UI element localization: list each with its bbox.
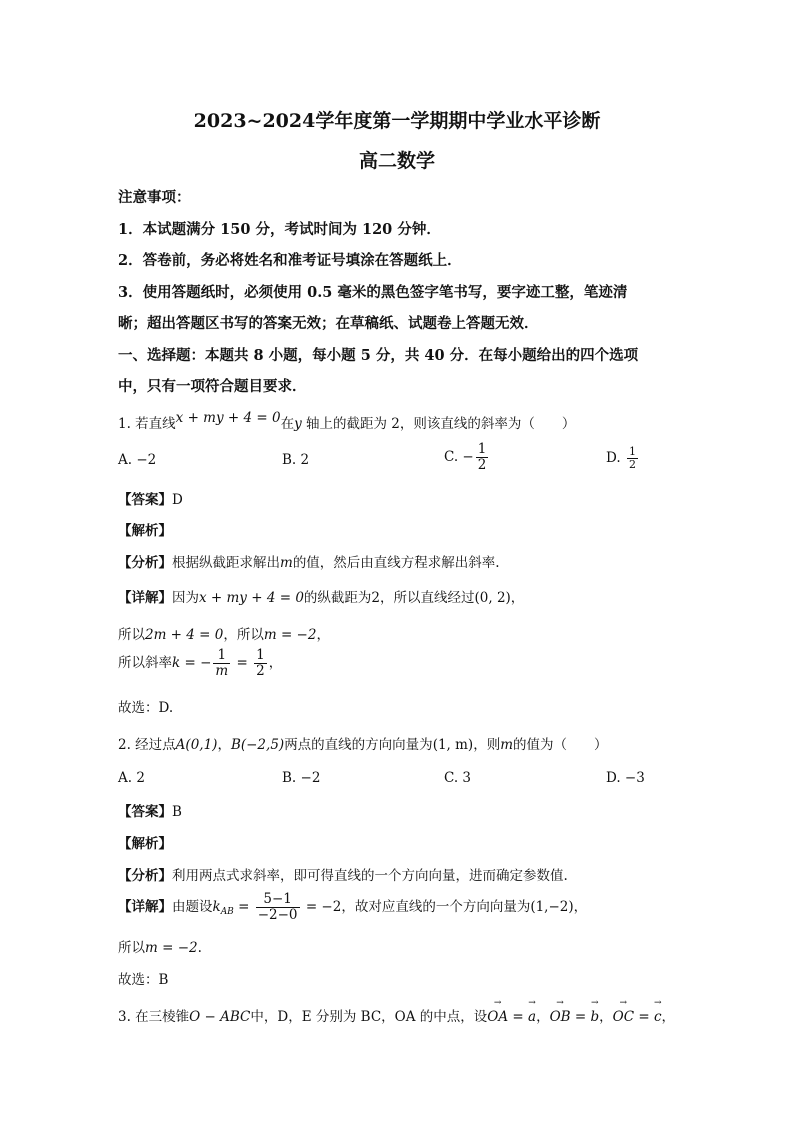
q1-fenxi-post: 的值，然后由直线方程求解出斜率. xyxy=(292,555,500,571)
q2-point-b: B(−2,5) xyxy=(230,737,285,753)
q3-solid: O − ABC xyxy=(189,1009,251,1025)
q1-d3-den2: 2 xyxy=(256,662,265,679)
q1-option-d-numerator: 1 xyxy=(628,445,636,458)
q3-eq2: = xyxy=(570,1009,591,1025)
q1-d3-num1: 1 xyxy=(213,648,230,664)
q2-detail-1 xyxy=(118,892,587,923)
q1-d3-equals: = xyxy=(232,654,253,671)
notice-heading: 注意事项： xyxy=(118,189,191,206)
exam-subtitle: 高二数学 xyxy=(358,150,435,172)
q1-d2-eq1: 2m + 4 = 0 xyxy=(145,627,224,643)
notice-item-3-cont: 晰；超出答题区书写的答案无效；在草稿纸、试题卷上答题无效． xyxy=(118,315,539,332)
answer-label: 【答案】 xyxy=(118,804,172,820)
q1-d3-num2: 1 xyxy=(256,647,265,663)
q2-d1-equals: = xyxy=(233,898,254,915)
q1-d2-mid: ，所以 xyxy=(223,627,264,643)
q1-d1-eq: x + my + 4 = 0 xyxy=(199,590,304,606)
q1-detail-2 xyxy=(118,623,330,643)
q1-option-c-label: C. − xyxy=(444,448,474,465)
q2-d1-result: = −2 xyxy=(301,898,342,915)
q2-sep: ， xyxy=(217,737,231,753)
q2-d1-end: ， xyxy=(573,898,588,915)
q1-conclusion: 故选：D. xyxy=(118,700,174,716)
q1-option-c-numerator: 1 xyxy=(477,441,487,457)
q3-vector-ob: → OB xyxy=(550,1009,571,1025)
q2-stem xyxy=(118,733,608,753)
q2-option-d: D. −3 xyxy=(606,770,645,786)
q1-option-c xyxy=(444,442,490,473)
notice-item-3: 3．使用答题纸时，必须使用 0.5 毫米的黑色签字笔书写，要字迹工整，笔迹清 xyxy=(118,284,628,301)
q3-eq1: = xyxy=(508,1009,528,1025)
section-heading-line1: 一、选择题：本题共 8 小题，每小题 5 分，共 40 分．在每小题给出的四个选项 xyxy=(118,347,639,364)
q1-d3-pre: 所以斜率 xyxy=(118,654,172,671)
q3-vector-oc: → OC xyxy=(613,1009,634,1025)
xiangjie-label: 【详解】 xyxy=(118,590,172,606)
q1-y-variable: y xyxy=(294,416,302,432)
q2-stem-end: 的值为（ ） xyxy=(513,737,608,753)
q3-vector-b: → b xyxy=(590,1009,599,1025)
q1-detail-3 xyxy=(118,648,282,679)
q1-stem-post: 轴上的截距为 2，则该直线的斜率为（ ） xyxy=(301,416,576,432)
q2-option-c: C. 3 xyxy=(444,770,472,786)
q3-vector-a: → a xyxy=(528,1009,536,1025)
q1-analysis-label: 【解析】 xyxy=(118,523,172,539)
q3-stem-end: ， xyxy=(661,1009,675,1025)
q2-fenxi xyxy=(118,864,568,884)
q2-option-b: B. −2 xyxy=(282,770,321,786)
q1-d1-point: (0, 2) xyxy=(474,590,511,606)
q2-d1-post: ，故对应直线的一个方向向量为 xyxy=(341,898,531,915)
q2-d1-numerator: 5−1 xyxy=(256,892,300,908)
q2-analysis-label: 【解析】 xyxy=(118,836,172,852)
q2-d1-sub: AB xyxy=(220,906,234,917)
q1-d3-den1: m xyxy=(215,662,229,679)
q1-line-equation: x + my + 4 = 0 xyxy=(175,410,281,426)
fenxi-label: 【分析】 xyxy=(118,555,172,571)
q3-vector-oa: → OA xyxy=(487,1009,508,1025)
section-heading-line2: 中，只有一项符合题目要求． xyxy=(118,378,307,395)
q1-option-a: A. −2 xyxy=(118,452,157,468)
q2-stem-pre: 2. 经过点 xyxy=(118,737,176,753)
q1-d2-eq2: m = −2 xyxy=(263,627,317,643)
q1-fenxi-var: m xyxy=(280,555,293,571)
q2-d2-eq: m = −2 xyxy=(145,940,198,956)
q1-fenxi-pre: 根据纵截距求解出 xyxy=(172,555,280,571)
q2-d1-vector: (1,−2) xyxy=(530,898,574,915)
fenxi-label: 【分析】 xyxy=(118,868,172,884)
q1-d2-pre: 所以 xyxy=(118,627,145,643)
q1-stem xyxy=(118,412,575,432)
exam-title: 2023~2024学年度第一学期期中学业水平诊断 xyxy=(193,110,601,132)
q1-option-b: B. 2 xyxy=(282,452,310,468)
q3-sep1: ， xyxy=(536,1009,550,1025)
q1-d1-mid: 的纵截距为 xyxy=(303,590,372,606)
q1-option-d-label: D. xyxy=(606,450,625,467)
q2-answer xyxy=(118,800,182,820)
q1-answer xyxy=(118,488,183,508)
notice-item-1: 1．本试题满分 150 分，考试时间为 120 分钟． xyxy=(118,221,441,238)
q2-conclusion: 故选：B xyxy=(118,972,169,988)
q1-d2-end: ， xyxy=(316,627,330,643)
q1-option-d xyxy=(606,446,640,471)
q2-d2-end: . xyxy=(197,940,202,956)
q3-stem xyxy=(118,1005,675,1025)
q2-fenxi-text: 利用两点式求斜率，即可得直线的一个方向向量，进而确定参数值. xyxy=(172,868,568,884)
q3-eq3: = xyxy=(634,1009,654,1025)
q2-stem-mid: 两点的直线的方向向量为 xyxy=(284,737,433,753)
q2-d2-pre: 所以 xyxy=(118,940,145,956)
xiangjie-label: 【详解】 xyxy=(118,898,172,915)
q1-fenxi xyxy=(118,551,500,571)
notice-item-2: 2．答卷前，务必将姓名和准考证号填涂在答题纸上． xyxy=(118,252,462,269)
q1-d3-k: k = − xyxy=(172,654,212,671)
q2-point-a: A(0,1) xyxy=(175,737,218,753)
q3-stem-pre: 3. 在三棱锥 xyxy=(118,1009,190,1025)
q1-d1-end: ， xyxy=(510,590,525,606)
q1-option-d-denominator: 2 xyxy=(628,458,636,472)
q2-d1-denominator: −2−0 xyxy=(257,906,298,923)
q1-d1-pre: 因为 xyxy=(172,590,199,606)
q2-stem-post: ，则 xyxy=(473,737,501,753)
q1-d1-post: ，所以直线经过 xyxy=(380,590,475,606)
q2-direction-vector: (1, m) xyxy=(432,737,474,753)
q1-stem-mid: 在 xyxy=(280,416,295,432)
q2-d1-k: k xyxy=(212,898,221,915)
q1-d1-val: 2 xyxy=(371,590,380,606)
q1-detail-1 xyxy=(118,586,524,606)
q3-sep2: ， xyxy=(599,1009,613,1025)
q2-var: m xyxy=(500,737,514,753)
q2-answer-value: B xyxy=(172,804,182,820)
answer-label: 【答案】 xyxy=(118,492,172,508)
q1-d3-end: ， xyxy=(268,654,283,671)
q2-option-a: A. 2 xyxy=(118,770,145,786)
q1-option-c-denominator: 2 xyxy=(477,456,487,473)
q2-detail-2 xyxy=(118,936,202,956)
q1-stem-pre: 1. 若直线 xyxy=(118,416,176,432)
q1-answer-value: D xyxy=(172,492,183,508)
q3-vector-c: → c xyxy=(654,1009,662,1025)
q3-stem-mid: 中，D，E 分别为 BC，OA 的中点，设 xyxy=(250,1009,488,1025)
q2-d1-pre: 由题设 xyxy=(172,898,213,915)
